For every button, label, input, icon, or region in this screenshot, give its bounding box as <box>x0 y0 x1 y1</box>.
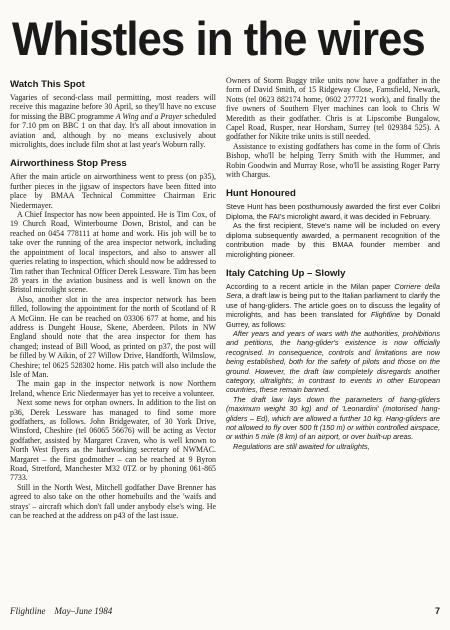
newspaper-title: Corriere della Sera <box>226 281 440 301</box>
programme-title: A Wing and a Prayer <box>115 111 183 121</box>
hunt-paragraph: Steve Hunt has been posthumously awarded the first ever Colibri Diploma, the FAI's microlight award, it was decided in February. <box>226 202 440 221</box>
magazine-title: Flightline <box>370 310 401 320</box>
right-column <box>226 76 440 606</box>
left-column <box>10 76 216 606</box>
italy-quote-paragraph: Regulations are still awaited for ultralights, <box>233 441 370 451</box>
airworthiness-paragraph: Owners of Storm Buggy trike units now have a godfather in the form of David Smith, of 15 Ridgeway Close, Farnsfield, Newark, Notts (tel 0623 882174 home, 0602 277721 work), and finally the five owners of Southern Flyer machines can look to Chris W Meredith as their godfather. Chris is at Lipscombe Bungalow, Capel Road, Rusper, near Horsham, Surrey (tel 029384 525). A godfather for Nikite trike units is still needed. <box>226 76 440 142</box>
airworthiness-paragraph: After the main article on airworthiness went to press (on p35), further pieces in the jigsaw of inspectors have been fitted into place by BMAA Technical Committee Chairman Eric Niedermayer. <box>10 172 216 210</box>
watch-paragraph: Vagaries of second-class mail permitting, most readers will receive this magazine before 30 April, so they'll have no excuse for missing the BBC programme A Wing and a Prayer scheduled for 7.10 pm on BBC 1 on that day. It's all about innovation in aviation and, although by no means exclusively about microlights, does include film shot at last year's Woburn rally. <box>10 93 216 150</box>
page-headline: Whistles in the wires <box>12 12 425 65</box>
page-number: 7 <box>434 606 440 616</box>
footer-issue-date: May–June 1984 <box>54 606 113 616</box>
italy-paragraph: According to a recent article in the Milan paper Corriere della Sera, a draft law is being put to the Italian parliament to clarify the use of hang-gliders. The article goes on to discuss the legality of microlights, and has been translated for Flightline by Donald Gurrey, as follows: <box>226 281 440 329</box>
airworthiness-paragraph: Still in the North West, Mitchell godfather Dave Brenner has agreed to also take on the other homebuilts and the 'waifs and strays' – aircraft which don't fall under anybody else's wing. He can be reached at the address on p43 of the last issue. <box>10 482 216 521</box>
hunt-paragraph: As the first recipient, Steve's name will be included on every diploma subsequently awarded, a permanent recognition of the contribution made by this BMAA founder member and microlighting pioneer. <box>226 221 440 259</box>
airworthiness-paragraph: The main gap in the inspector network is now Northern Ireland, whence Eric Niedermayer has yet to receive a volunteer. <box>10 379 216 398</box>
footer-magazine-name: Flightline <box>10 606 46 616</box>
italy-quote-paragraph: The draft law lays down the parameters of hang-gliders (maximum weight 30 kg) and of 'Leonardini' (motorised hang-gliders – Ed), which are allowed a further 10 kg. Hang-gliders are not allowed to fly over 500 ft (150 m) or within controlled airspace, or within 5 mile (8 km) of an airport, or over built-up areas. <box>226 394 440 442</box>
airworthiness-paragraph: Also, another slot in the area inspector network has been filled, following the appointment for the north of Scotland of R A McGinn. He can be reached on 03306 677 at home, and his address is Dungeht House, Skene, Aberdeen. Pilots in NW England should note that the area inspector for them has changed; instead of Bill Wood, as printed on p37, the post will be filled by W Aikin, of 27 Willow Drive, Handforth, Wilmslow, Cheshire; tel 0625 528302 home. His patch will also include the Isle of Man. <box>10 294 216 379</box>
page-footer <box>10 606 440 620</box>
airworthiness-paragraph: A Chief Inspector has now been appointed. He is Tim Cox, of 19 Church Road, Winterbourne Down, Bristol, and can be reached on 0454 778111 at home and work. His job will be to take over the running of the area inspector network, including the appointment of local inspectors, and also to answer all queries relating to inspection, which should now be addressed to Tim rather than Technical Officer Derek Lessware. Tim has been 28 years in the aviation business and is well known on the Bristol microlight scene. <box>10 210 216 295</box>
airworthiness-paragraph: Assistance to existing godfathers has come in the form of Chris Bishop, who'll be helping Terry Smith with the Hummer, and Robin Goodwin and Murray Rose, who'll be assisting Roger Parry with Chargus. <box>226 141 440 180</box>
italy-heading: Italy Catching Up – Slowly <box>226 267 346 279</box>
italy-quote-paragraph: After years and years of wars with the authorities, prohibitions and petitions, the hang-glider's existence is now officially recognised. In consequence, controls and limitations are now being established, both for the safety of pilots and those on the ground. However, the draft law completely disregards another category, ultralights; in contrast to events in other European countries, these remain banned. <box>226 328 440 395</box>
airworthiness-heading: Airworthiness Stop Press <box>10 158 127 170</box>
watch-heading: Watch This Spot <box>10 79 85 90</box>
hunt-heading: Hunt Honoured <box>226 188 296 200</box>
airworthiness-paragraph: Next some news for orphan owners. In addition to the list on p36, Derek Lessware has managed to find some more godfathers, as follows. John Bridgewater, of 30 York Drive, Winsford, Cheshire (tel 06065 56676) will be acting as Vector godfather, assisted by Margaret Craven, who is well known to North West flyers as the hardworking secretary of NWMAC. Margaret – the first godmother – can be reached at 9 Byron Road, Stretford, Manchester M32 0TZ or by phoning 061-865 7733. <box>10 398 216 483</box>
